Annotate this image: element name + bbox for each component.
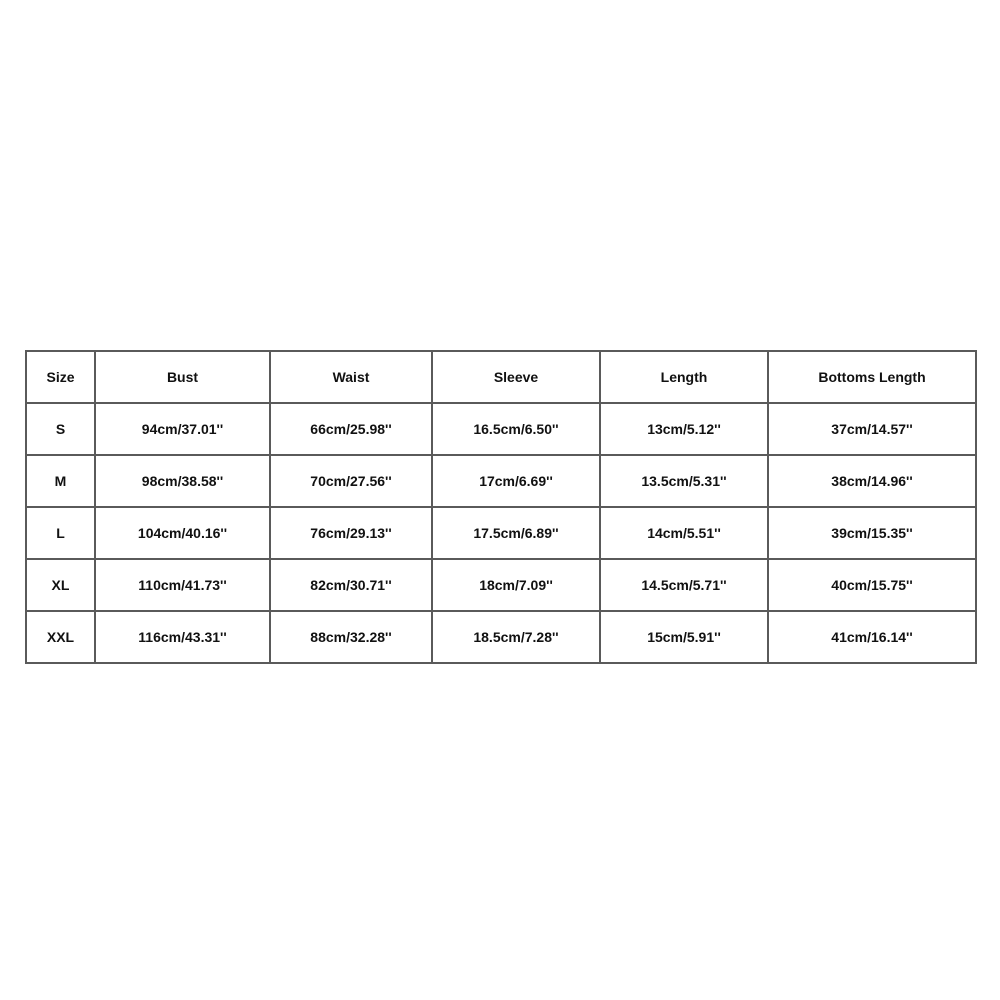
table-row-m — [26, 455, 976, 507]
cell-bottoms-length: 40cm/15.75'' — [768, 559, 976, 611]
header-size: Size — [26, 351, 95, 403]
cell-length: 14cm/5.51'' — [600, 507, 768, 559]
cell-length: 13.5cm/5.31'' — [600, 455, 768, 507]
cell-sleeve: 18.5cm/7.28'' — [432, 611, 600, 663]
cell-waist: 82cm/30.71'' — [270, 559, 432, 611]
cell-size: L — [26, 507, 95, 559]
cell-bust: 116cm/43.31'' — [95, 611, 270, 663]
cell-size: M — [26, 455, 95, 507]
table-row-l — [26, 507, 976, 559]
table-row-s — [26, 403, 976, 455]
cell-waist: 70cm/27.56'' — [270, 455, 432, 507]
header-length: Length — [600, 351, 768, 403]
cell-bottoms-length: 39cm/15.35'' — [768, 507, 976, 559]
cell-bust: 110cm/41.73'' — [95, 559, 270, 611]
cell-sleeve: 17.5cm/6.89'' — [432, 507, 600, 559]
header-row — [26, 351, 976, 403]
size-chart-table — [25, 350, 977, 664]
cell-bust: 104cm/40.16'' — [95, 507, 270, 559]
cell-bottoms-length: 41cm/16.14'' — [768, 611, 976, 663]
cell-length: 15cm/5.91'' — [600, 611, 768, 663]
cell-waist: 76cm/29.13'' — [270, 507, 432, 559]
cell-bust: 94cm/37.01'' — [95, 403, 270, 455]
header-bust: Bust — [95, 351, 270, 403]
cell-size: S — [26, 403, 95, 455]
table-row-xxl — [26, 611, 976, 663]
header-waist: Waist — [270, 351, 432, 403]
cell-sleeve: 16.5cm/6.50'' — [432, 403, 600, 455]
cell-sleeve: 18cm/7.09'' — [432, 559, 600, 611]
cell-size: XL — [26, 559, 95, 611]
table-row-xl — [26, 559, 976, 611]
cell-waist: 88cm/32.28'' — [270, 611, 432, 663]
cell-length: 13cm/5.12'' — [600, 403, 768, 455]
cell-length: 14.5cm/5.71'' — [600, 559, 768, 611]
cell-bust: 98cm/38.58'' — [95, 455, 270, 507]
cell-bottoms-length: 38cm/14.96'' — [768, 455, 976, 507]
cell-sleeve: 17cm/6.69'' — [432, 455, 600, 507]
header-bottoms-length: Bottoms Length — [768, 351, 976, 403]
header-sleeve: Sleeve — [432, 351, 600, 403]
cell-size: XXL — [26, 611, 95, 663]
cell-bottoms-length: 37cm/14.57'' — [768, 403, 976, 455]
cell-waist: 66cm/25.98'' — [270, 403, 432, 455]
